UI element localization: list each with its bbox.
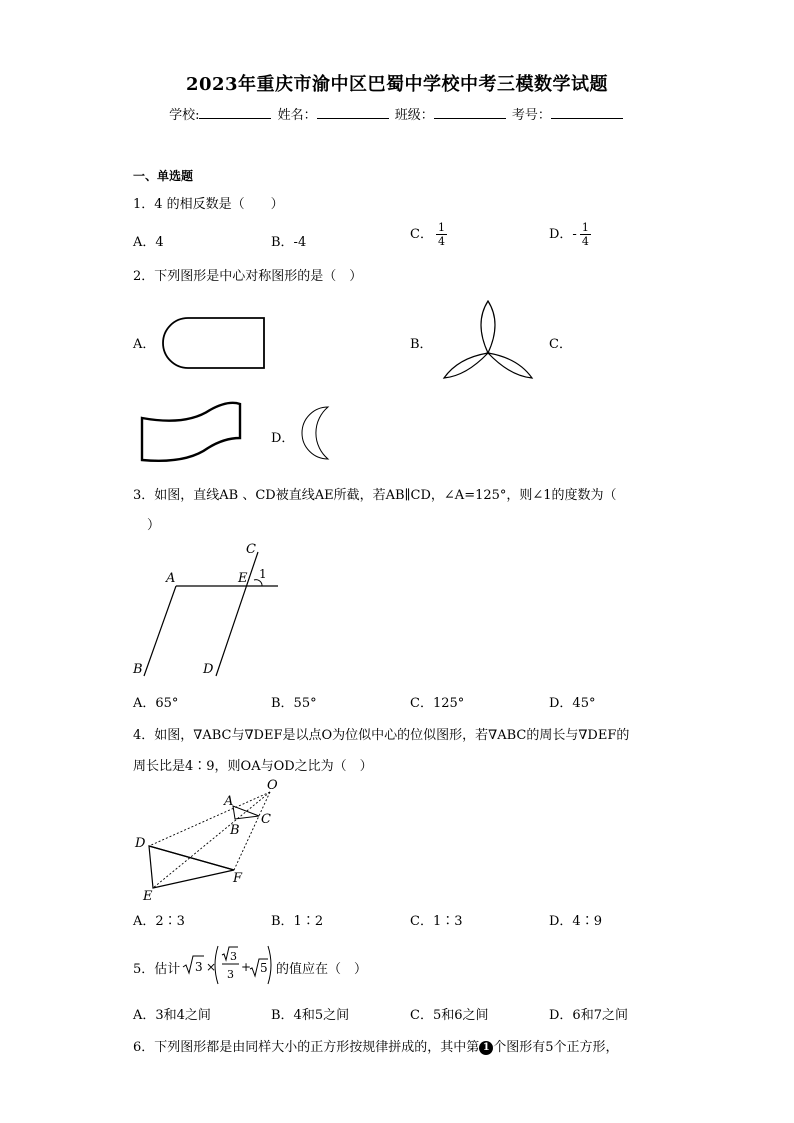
q1-d-fraction [580, 221, 591, 248]
q3-option-b[interactable]: B．55° [271, 696, 317, 711]
q4-label-e: E [143, 889, 153, 904]
q3-label-1: 1 [259, 567, 267, 581]
q4-option-c[interactable]: C．1∶3 [410, 914, 463, 929]
q3-option-c[interactable]: C．125° [410, 696, 465, 711]
q4-option-b[interactable]: B．1∶2 [271, 914, 324, 929]
svg-text:5: 5 [260, 961, 268, 975]
q1-option-c[interactable] [410, 221, 447, 248]
q2-option-b[interactable]: B． [410, 337, 433, 352]
q3-label-c: C [246, 542, 256, 557]
q6-stem [133, 1036, 619, 1055]
svg-text:3: 3 [227, 968, 234, 981]
name-blank[interactable] [317, 106, 389, 119]
q2-option-a[interactable]: A． [133, 337, 156, 352]
q5-option-d[interactable]: D．6和7之间 [549, 1008, 628, 1023]
examno-blank[interactable] [551, 106, 623, 119]
q5-option-c[interactable]: C．5和6之间 [410, 1008, 489, 1023]
q2-figure-b-trefoil [438, 298, 538, 384]
svg-text:×: × [206, 960, 217, 974]
svg-text:+: + [241, 960, 252, 974]
student-info-line [0, 104, 794, 123]
q3-label-b: B [133, 662, 143, 677]
q4-stem-line1: 4．如图，∇ABC与∇DEF是以点O为位似中心的位似图形，若∇ABC的周长与∇DEF的 [133, 728, 630, 743]
q5-option-a[interactable]: A．3和4之间 [133, 1008, 211, 1023]
q5-stem-post: 的值应在（ ） [276, 962, 368, 977]
q3-stem-line2: ） [147, 518, 161, 533]
q4-label-b: B [230, 823, 240, 838]
q1-option-d[interactable] [549, 221, 591, 248]
q3-label-e: E [238, 571, 248, 586]
q2-figure-c-wave [136, 398, 244, 466]
q5-math-expression [182, 942, 274, 988]
q6-circled-number: 1 [479, 1041, 493, 1055]
q2-figure-d-crescent [300, 403, 336, 463]
q6-stem-pre: 6．下列图形都是由同样大小的正方形按规律拼成的，其中第 [133, 1040, 480, 1055]
q1-c-num: 1 [437, 221, 445, 234]
q3-stem-line1: 3．如图，直线AB 、CD被直线AE所截，若AB∥CD，∠A=125°，则∠1的度数为（ [133, 488, 617, 503]
q3-option-d[interactable]: D．45° [549, 696, 596, 711]
q4-label-d: D [135, 836, 146, 851]
section-heading: 一、单选题 [133, 169, 194, 183]
q1-d-den: 4 [581, 235, 589, 248]
name-label: 姓名： [277, 108, 317, 123]
q1-c-prefix: C． [410, 227, 433, 242]
q2-option-c[interactable]: C． [549, 337, 572, 352]
q4-stem-line2: 周长比是4∶9，则OA与OD之比为（ ） [133, 759, 373, 774]
q1-option-b[interactable]: B．-4 [271, 235, 307, 250]
q2-option-d[interactable]: D． [271, 431, 295, 446]
q4-label-o: O [267, 778, 278, 793]
exam-title: 2023年重庆市渝中区巴蜀中学校中考三模数学试题 [185, 74, 609, 95]
q4-option-a[interactable]: A．2∶3 [133, 914, 185, 929]
svg-text:3: 3 [230, 950, 237, 963]
q1-option-a[interactable]: A．4 [133, 235, 164, 250]
q2-stem: 2．下列图形是中心对称图形的是（ ） [133, 269, 363, 284]
q5-stem-pre: 5．估计 [133, 962, 181, 977]
q1-d-prefix: D．- [549, 227, 577, 242]
q6-stem-post: 个图形有5个正方形， [493, 1040, 619, 1055]
q3-label-a: A [166, 571, 176, 586]
q3-parallel-lines-diagram [128, 540, 288, 685]
svg-text:3: 3 [195, 960, 203, 974]
q1-c-fraction [436, 221, 447, 248]
q4-option-d[interactable]: D．4∶9 [549, 914, 602, 929]
q4-homothety-diagram [128, 776, 288, 904]
school-label: 学校: [169, 108, 200, 123]
examno-label: 考号： [511, 108, 551, 123]
q4-label-a: A [224, 794, 234, 809]
q1-c-den: 4 [437, 235, 445, 248]
q1-d-num: 1 [581, 221, 589, 234]
q4-label-f: F [233, 871, 243, 886]
q3-label-d: D [203, 662, 214, 677]
school-blank[interactable] [199, 106, 271, 119]
q4-label-c: C [261, 812, 271, 827]
class-label: 班级： [394, 108, 434, 123]
class-blank[interactable] [434, 106, 506, 119]
q3-option-a[interactable]: A．65° [133, 696, 179, 711]
q5-option-b[interactable]: B．4和5之间 [271, 1008, 350, 1023]
q1-stem: 1．4 的相反数是（ ） [133, 197, 284, 212]
q2-figure-a-stadium [160, 316, 268, 370]
